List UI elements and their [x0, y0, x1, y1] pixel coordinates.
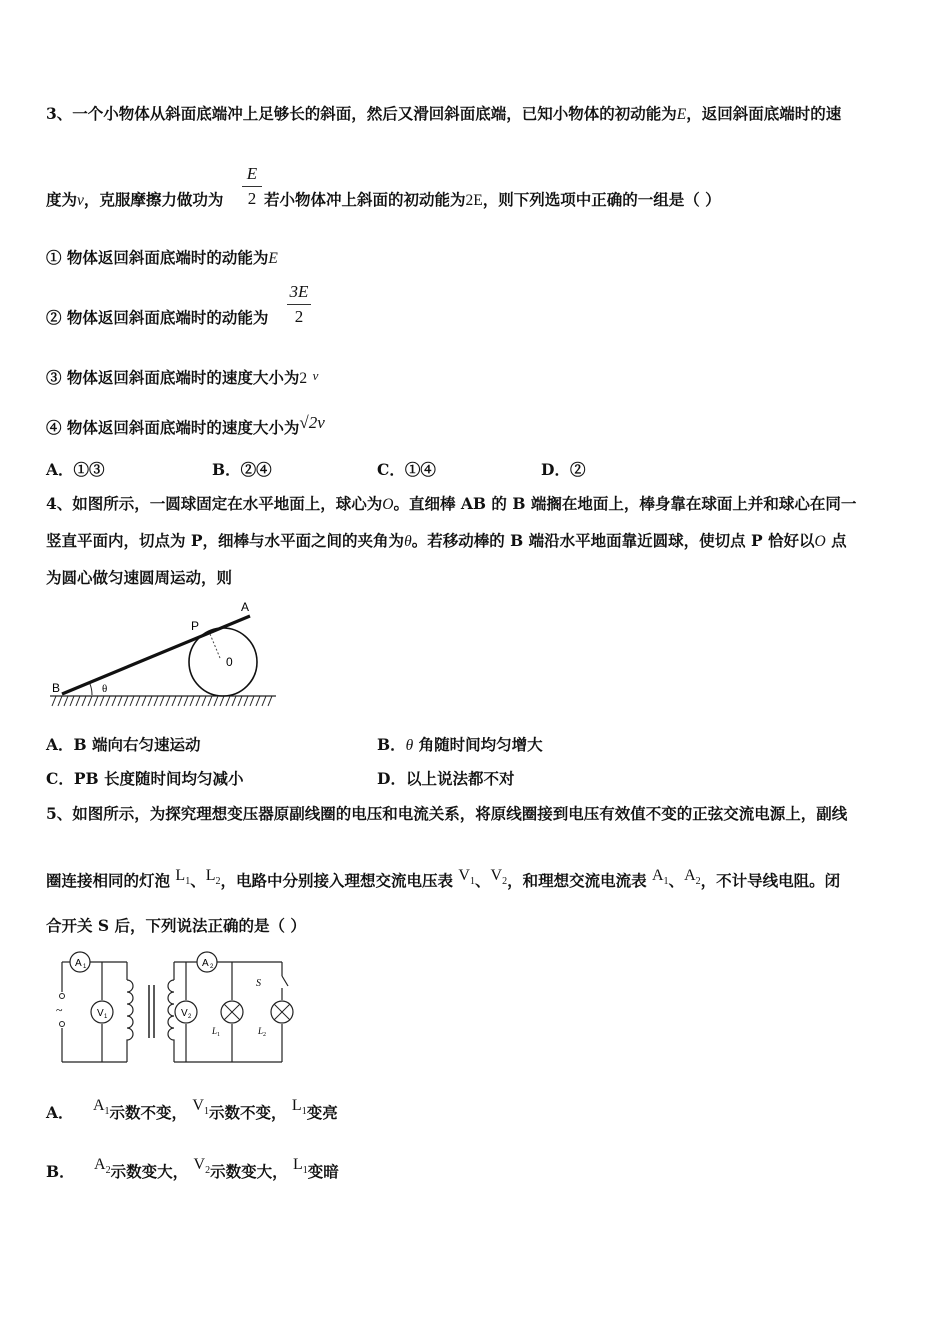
- rod-ab: [62, 616, 250, 694]
- ammeter-a2: [197, 952, 217, 972]
- voltmeter-v1: [91, 1001, 113, 1023]
- q4-line1: 4、如图所示，一圆球固定在水平地面上，球心为O。直细棒 AB 的 B 端搁在地面上，棒身靠在球面上并和球心在同一: [46, 494, 857, 513]
- svg-text:2: 2: [188, 1014, 192, 1020]
- svg-text:1: 1: [83, 964, 87, 970]
- q5-option-a: A． $A_1$示数不变， $V_1$示数不变， $L_1$变亮: [46, 1097, 338, 1122]
- voltmeter-v2: [175, 1001, 197, 1023]
- source-terminal-bottom: [60, 1022, 65, 1027]
- svg-text:L: L: [258, 1026, 264, 1036]
- q3-option-a: A．①③: [46, 460, 105, 479]
- q3-item-2: ② 物体返回斜面底端时的动能为: [46, 308, 269, 327]
- svg-text:V: V: [181, 1008, 188, 1019]
- q4-figure-ball-rod: [44, 596, 284, 714]
- svg-text:1: 1: [217, 1032, 220, 1038]
- ground-hatch: [50, 696, 276, 706]
- svg-text:A: A: [75, 958, 82, 969]
- ammeter-a1: [70, 952, 90, 972]
- svg-text:2: 2: [263, 1032, 266, 1038]
- q5-line1: 5、如图所示，为探究理想变压器原副线圈的电压和电流关系，将原线圈接到电压有效值不变的正弦交流电源上，副线: [46, 804, 848, 823]
- radius-op: [210, 634, 220, 658]
- svg-text:2: 2: [210, 964, 214, 970]
- q3-line2-end: 若小物体冲上斜面的初动能为2E，则下列选项中正确的一组是（ ）: [264, 190, 721, 209]
- q3-item-3: ③ 物体返回斜面底端时的速度大小为2 v: [46, 368, 319, 387]
- angle-arc: [90, 684, 92, 695]
- q3-fraction-3e-over-2: 3E 2: [287, 282, 311, 327]
- q3-line2-start: 度为v，克服摩擦力做功为: [46, 190, 224, 209]
- q3-item-1: ① 物体返回斜面底端时的动能为E: [46, 248, 278, 267]
- switch-s-label: S: [256, 978, 261, 989]
- q5-line3: 合开关 S 后，下列说法正确的是（ ）: [46, 916, 306, 935]
- label-theta: θ: [102, 683, 108, 695]
- ac-source-symbol: ~: [56, 1003, 63, 1017]
- svg-text:L: L: [212, 1026, 218, 1036]
- q4-line3: 为圆心做匀速圆周运动，则: [46, 568, 233, 587]
- q4-option-b: B．θ 角随时间均匀增大: [377, 735, 543, 754]
- q4-line2: 竖直平面内，切点为 P，细棒与水平面之间的夹角为θ。若移动棒的 B 端沿水平地面靠近圆球，使切点 P 恰好以O 点: [46, 531, 847, 550]
- q5-line2: 圈连接相同的灯泡 $L_1$、$L_2$，电路中分别接入理想交流电压表 $V_1$、$V_2$，和理想交流电流表 $A_1$、$A_2$，不计导线电阻。闭: [46, 867, 841, 890]
- q3-item-4: ④ 物体返回斜面底端时的速度大小为√2v: [46, 413, 325, 437]
- q3-option-d: D．②: [541, 460, 586, 479]
- q5-circuit-figure: [52, 950, 302, 1068]
- q4-option-c: C．PB 长度随时间均匀减小: [46, 769, 244, 788]
- lamp-l2: [257, 1001, 293, 1038]
- q5-option-b: B． $A_2$示数变大， $V_2$示数变大， $L_1$变暗: [46, 1156, 339, 1181]
- q3-fraction-e-over-2: E 2: [242, 164, 262, 209]
- svg-text:V: V: [97, 1008, 104, 1019]
- label-b: B: [52, 681, 61, 695]
- source-terminal-top: [60, 994, 65, 999]
- q4-option-d: D．以上说法都不对: [377, 769, 515, 788]
- label-o: 0: [226, 655, 233, 669]
- lamp-l1: [211, 1001, 243, 1038]
- label-a: A: [241, 600, 250, 614]
- q3-line1: 3、一个小物体从斜面底端冲上足够长的斜面，然后又滑回斜面底端，已知小物体的初动能为E，返回斜面底端时的速: [46, 104, 842, 123]
- q3-option-c: C．①④: [377, 460, 436, 479]
- q3-option-b: B．②④: [212, 460, 272, 479]
- svg-text:A: A: [202, 958, 209, 969]
- label-p: P: [191, 619, 200, 633]
- svg-text:1: 1: [104, 1014, 108, 1020]
- q4-option-a: A．B 端向右匀速运动: [46, 735, 201, 754]
